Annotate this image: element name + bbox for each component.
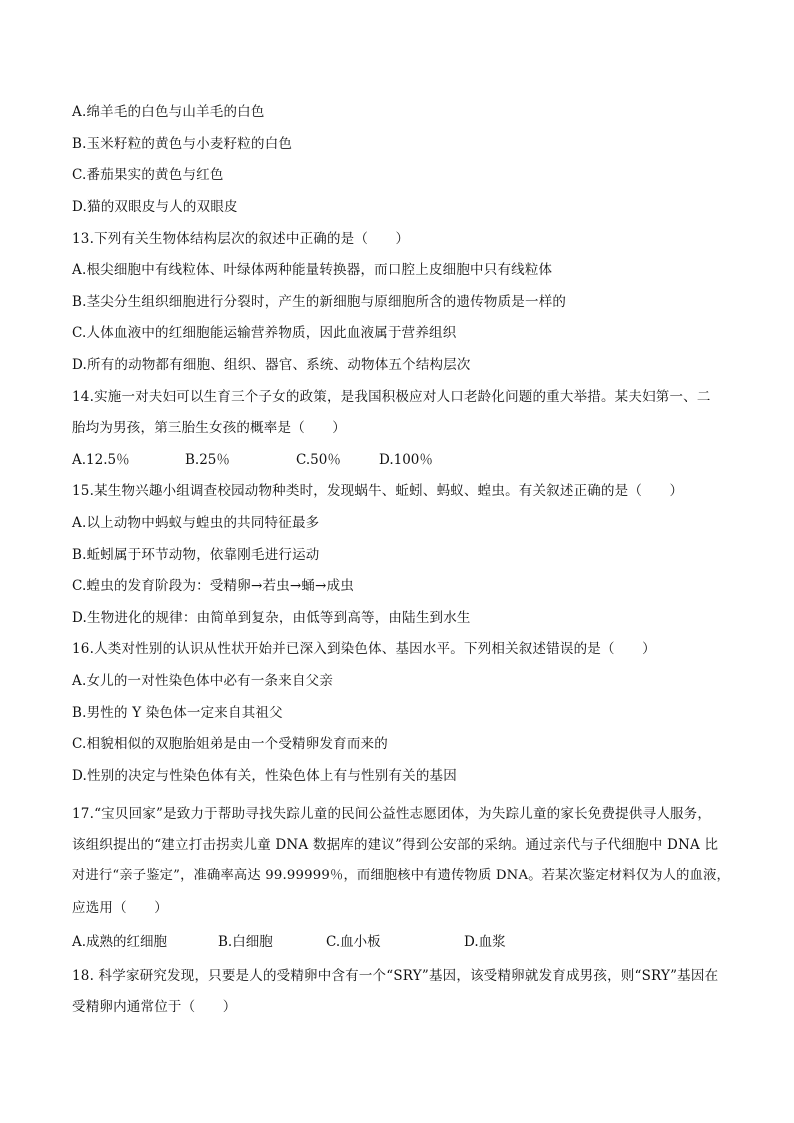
q18-stem-line2: 受精卵内通常位于（ ） bbox=[72, 999, 237, 1015]
q17-option-c: C.血小板 bbox=[326, 934, 381, 950]
q14-options-row bbox=[72, 450, 732, 470]
q13-option-a: A.根尖细胞中有线粒体、叶绿体两种能量转换器，而口腔上皮细胞中只有线粒体 bbox=[72, 262, 553, 278]
q14-option-a: A.12.5％ bbox=[72, 452, 130, 468]
q12-option-b: B.玉米籽粒的黄色与小麦籽粒的白色 bbox=[72, 136, 293, 152]
q16-option-a: A.女儿的一对性染色体中必有一条来自父亲 bbox=[72, 673, 334, 689]
q13-option-d: D.所有的动物都有细胞、组织、器官、系统、动物体五个结构层次 bbox=[72, 357, 471, 373]
q16-option-b: B.男性的 Y 染色体一定来自其祖父 bbox=[72, 705, 283, 721]
q17-stem-line1: 17.“宝贝回家”是致力于帮助寻找失踪儿童的民间公益性志愿团体，为失踪儿童的家长免费提供寻人服务， bbox=[72, 806, 712, 822]
q15-stem: 15.某生物兴趣小组调查校园动物种类时，发现蜗牛、蚯蚓、蚂蚁、蝗虫。有关叙述正确的是（ ） bbox=[72, 483, 684, 499]
q14-stem-line1: 14.实施一对夫妇可以生育三个子女的政策，是我国积极应对人口老龄化问题的重大举措。某夫妇第一、二 bbox=[72, 389, 711, 405]
q14-option-c: C.50％ bbox=[296, 452, 341, 468]
q15-option-d: D.生物进化的规律：由简单到复杂，由低等到高等，由陆生到水生 bbox=[72, 610, 471, 626]
q17-stem-line4: 应选用（ ） bbox=[72, 900, 168, 916]
q14-option-d: D.100％ bbox=[379, 452, 433, 468]
q13-stem: 13.下列有关生物体结构层次的叙述中正确的是（ ） bbox=[72, 231, 410, 247]
q12-option-d: D.猫的双眼皮与人的双眼皮 bbox=[72, 199, 238, 215]
q17-stem-line3: 对进行“亲子鉴定”，准确率高达 99.99999％，而细胞核中有遗传物质 DNA。若某次鉴定材料仅为人的血液， bbox=[72, 868, 730, 883]
q14-option-b: B.25％ bbox=[185, 452, 230, 468]
q16-option-c: C.相貌相似的双胞胎姐弟是由一个受精卵发育而来的 bbox=[72, 736, 388, 752]
q18-stem-line1: 18. 科学家研究发现，只要是人的受精卵中含有一个“SRY”基因，该受精卵就发育成男孩，则“SRY”基因在 bbox=[72, 968, 719, 984]
q17-options-row bbox=[72, 932, 732, 952]
q17-stem-line2: 该组织提出的“建立打击拐卖儿童 DNA 数据库的建议”得到公安部的采纳。通过亲代与子代细胞中 DNA 比 bbox=[72, 837, 719, 853]
q15-option-b: B.蚯蚓属于环节动物，依靠刚毛进行运动 bbox=[72, 547, 320, 563]
q16-option-d: D.性别的决定与性染色体有关，性染色体上有与性别有关的基因 bbox=[72, 768, 457, 784]
q15-option-c: C.蝗虫的发育阶段为：受精卵→若虫→蛹→成虫 bbox=[72, 578, 354, 594]
q13-option-c: C.人体血液中的红细胞能运输营养物质，因此血液属于营养组织 bbox=[72, 325, 457, 341]
q17-option-d: D.血浆 bbox=[464, 934, 506, 950]
q15-option-a: A.以上动物中蚂蚁与蝗虫的共同特征最多 bbox=[72, 515, 320, 531]
q14-stem-line2: 胎均为男孩，第三胎生女孩的概率是（ ） bbox=[72, 420, 346, 436]
q17-option-b: B.白细胞 bbox=[218, 934, 273, 950]
q17-option-a: A.成熟的红细胞 bbox=[72, 934, 168, 950]
q16-stem: 16.人类对性别的认识从性状开始并已深入到染色体、基因水平。下列相关叙述错误的是（ ） bbox=[72, 641, 656, 657]
q12-option-c: C.番茄果实的黄色与红色 bbox=[72, 167, 224, 183]
q13-option-b: B.茎尖分生组织细胞进行分裂时，产生的新细胞与原细胞所含的遗传物质是一样的 bbox=[72, 294, 567, 310]
q12-option-a: A.绵羊毛的白色与山羊毛的白色 bbox=[72, 104, 265, 120]
